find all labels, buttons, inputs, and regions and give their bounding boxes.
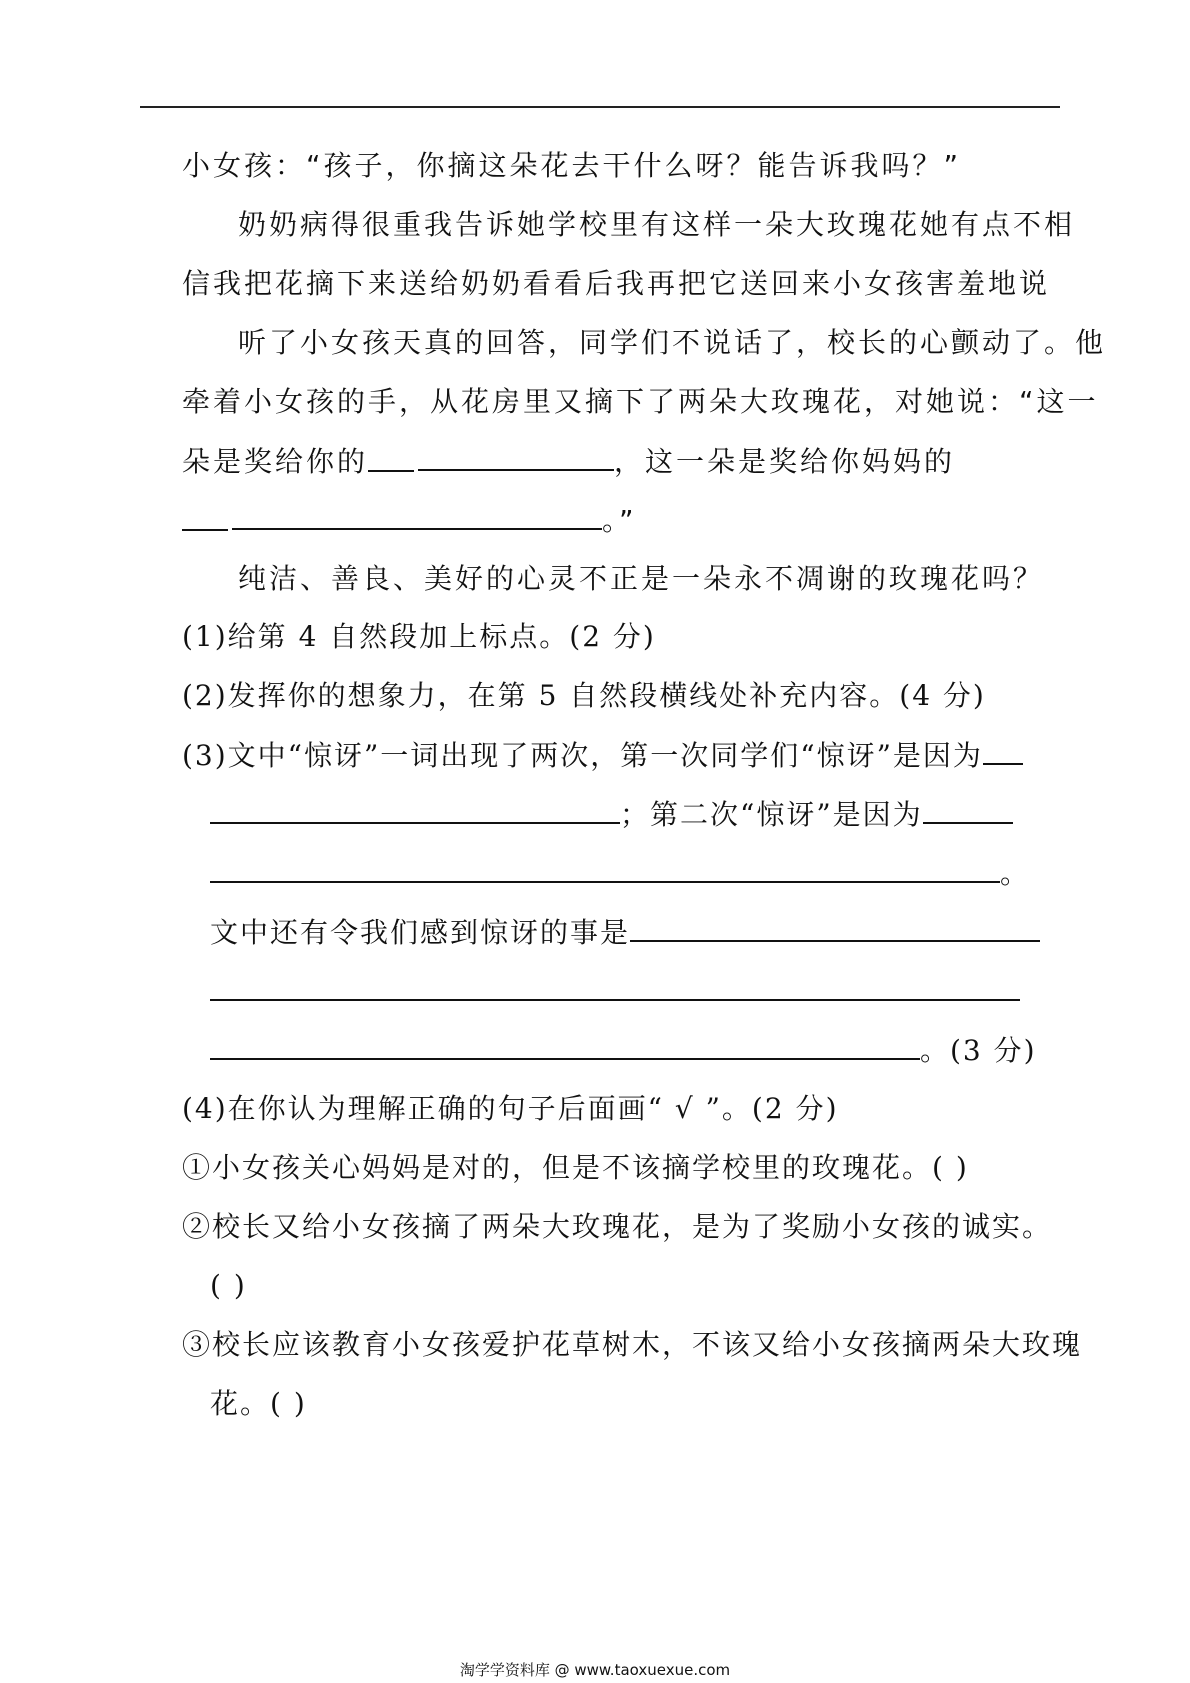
answer-blank-9[interactable] bbox=[210, 1030, 920, 1060]
question-3-period: 。 bbox=[1000, 857, 1031, 890]
answer-blank-8[interactable] bbox=[210, 971, 1020, 1001]
question-2: (2)发挥你的想象力，在第 5 自然段横线处补充内容。(4 分) bbox=[182, 679, 986, 712]
question-3-line-4 bbox=[210, 912, 1040, 953]
question-3-line-1 bbox=[182, 735, 1023, 776]
question-3-line-5 bbox=[210, 971, 1020, 1012]
paragraph-5-line-3 bbox=[182, 441, 955, 482]
paragraph-5-end: 。” bbox=[602, 504, 637, 537]
paragraph-6: 纯洁、善良、美好的心灵不正是一朵永不凋谢的玫瑰花吗？ bbox=[238, 562, 1045, 595]
paragraph-4-line-1: 奶奶病得很重我告诉她学校里有这样一朵大玫瑰花她有点不相 bbox=[238, 208, 1076, 241]
dash bbox=[368, 454, 414, 472]
question-3-second: ；第二次“惊讶”是因为 bbox=[620, 798, 923, 831]
paragraph-4-line-2: 信我把花摘下来送给奶奶看看后我再把它送回来小女孩害羞地说 bbox=[182, 267, 1051, 300]
question-3-text: (3)文中“惊讶”一词出现了两次，第一次同学们“惊讶”是因为 bbox=[182, 739, 983, 772]
footer-watermark: 淘学学资料库 @ www.taoxuexue.com bbox=[459, 1661, 731, 1679]
dash bbox=[182, 513, 228, 531]
question-1: (1)给第 4 自然段加上标点。(2 分) bbox=[182, 620, 656, 653]
question-3-third: 文中还有令我们感到惊讶的事是 bbox=[210, 916, 631, 949]
paragraph-5-line-1: 听了小女孩天真的回答，同学们不说话了，校长的心颤动了。他 bbox=[238, 326, 1107, 359]
option-2-paren[interactable]: ( ) bbox=[210, 1269, 247, 1302]
option-3-line-2[interactable]: 花。( ) bbox=[210, 1387, 307, 1420]
story-line-1: 小女孩：“孩子，你摘这朵花去干什么呀？能告诉我吗？” bbox=[182, 149, 962, 182]
answer-blank-3[interactable] bbox=[983, 735, 1023, 765]
header-rule bbox=[140, 106, 1060, 108]
paragraph-5-line-2: 牵着小女孩的手，从花房里又摘下了两朵大玫瑰花，对她说：“这一 bbox=[182, 385, 1099, 418]
answer-blank-2[interactable] bbox=[232, 500, 602, 530]
option-1[interactable]: ①小女孩关心妈妈是对的，但是不该摘学校里的玫瑰花。( ) bbox=[182, 1151, 969, 1184]
paragraph-5-text-b: ，这一朵是奖给你妈妈的 bbox=[614, 445, 956, 478]
question-3-line-6 bbox=[210, 1030, 1037, 1071]
answer-blank-4[interactable] bbox=[210, 794, 620, 824]
option-2[interactable]: ②校长又给小女孩摘了两朵大玫瑰花，是为了奖励小女孩的诚实。 bbox=[182, 1210, 1053, 1243]
question-3-score: 。(3 分) bbox=[920, 1034, 1037, 1067]
question-4: (4)在你认为理解正确的句子后面画“ √ ”。(2 分) bbox=[182, 1092, 839, 1125]
paragraph-5-text-a: 朵是奖给你的 bbox=[182, 445, 369, 478]
option-3-line-1[interactable]: ③校长应该教育小女孩爱护花草树木，不该又给小女孩摘两朵大玫瑰 bbox=[182, 1328, 1083, 1361]
answer-blank-6[interactable] bbox=[210, 853, 1000, 883]
paragraph-5-line-4 bbox=[182, 500, 637, 541]
answer-blank-7[interactable] bbox=[630, 912, 1040, 942]
answer-blank-5[interactable] bbox=[923, 794, 1013, 824]
answer-blank-1[interactable] bbox=[418, 441, 614, 471]
question-3-line-3 bbox=[210, 853, 1030, 894]
question-3-line-2 bbox=[210, 794, 1013, 835]
